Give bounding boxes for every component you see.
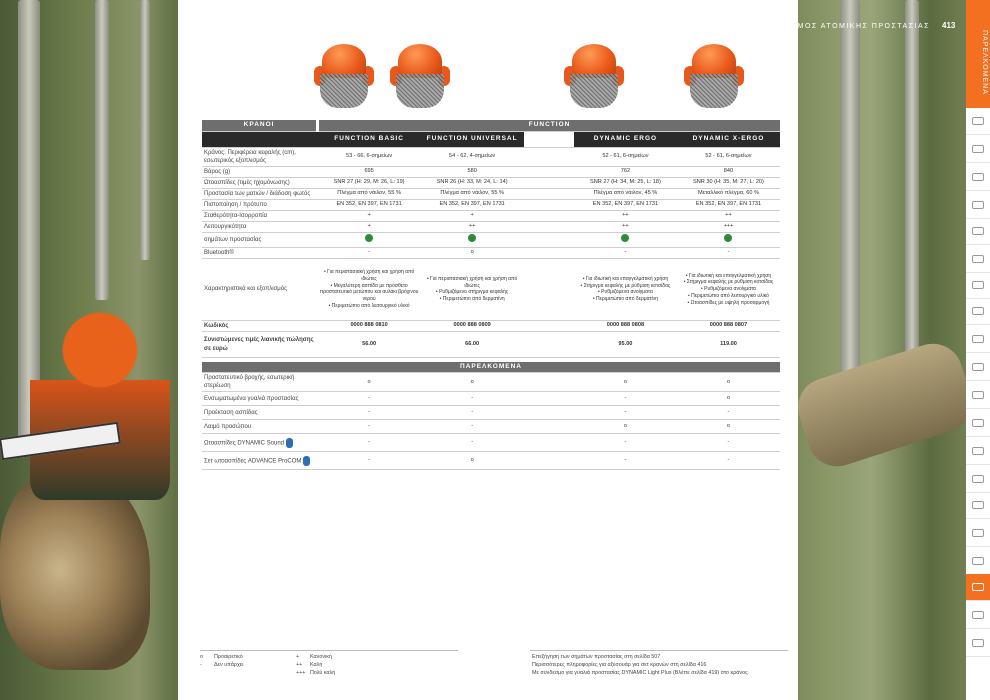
category-sidebar <box>966 0 990 700</box>
table-row: Ωτοασπίδες (τιμές ηχομόνωσης) SNR 27 (H: 29, M: 26, L: 19) SNR 26 (H: 33, M: 24, L: 14) SNR 27 (H: 34, M: 25, L: 18) SNR 30 (H: 35, M: 27, L: 20) <box>202 177 780 188</box>
features-list: • Για ιδιωτική και επαγγελματική χρήση • Στήριγμα κεφαλής με ρύθμιση κοτσίδας • Ρυθμιζόμενα ανοίγματα • Περιμετώπιο από δερματίνη <box>574 258 677 320</box>
cut-off-saw-icon[interactable] <box>966 272 990 299</box>
table-row: Σταθερότητα-Ισορροπία + + ++ ++ <box>202 211 780 222</box>
tools-icon[interactable] <box>966 492 990 519</box>
sidebar-tab-label: ΠΑΡΕΛΚΟΜΕΝΑ <box>981 30 988 95</box>
pressure-washer-icon[interactable] <box>966 326 990 353</box>
eco-leaf-icon <box>724 234 732 242</box>
accessories-label: ΠΑΡΕΛΚΟΜΕΝΑ <box>202 362 780 373</box>
forestry-tools-icon[interactable] <box>966 602 990 629</box>
brushcutter-icon[interactable] <box>966 192 990 219</box>
function-label: FUNCTION <box>318 120 780 131</box>
helmet-dynamic-x-ergo-image <box>682 40 744 112</box>
row-label: Χαρακτηριστικά και εξοπλισμός <box>202 258 318 320</box>
row-label: Κωδικός <box>202 320 318 331</box>
table-row: Κράνος: Περιφέρεια κεφαλής (cm), εσωτερικός εξοπλισμός 53 - 66, 6-σημείων 54 - 62, 4-σημείων 52 - 61, 6-σημείων 52 - 61, 6-σημείων <box>202 147 780 166</box>
price: 95.00 <box>574 332 677 358</box>
hedge-trimmer-icon[interactable] <box>966 164 990 191</box>
tiller-icon[interactable] <box>966 382 990 409</box>
row-label: Ωτοασπίδες DYNAMIC Sound <box>202 434 318 452</box>
workwear-icon[interactable] <box>966 630 990 657</box>
product-code: 0000 888 0810 <box>318 320 421 331</box>
model-name-row <box>202 131 780 147</box>
lawnmower-icon[interactable] <box>966 410 990 437</box>
price: 56.00 <box>318 332 421 358</box>
row-label: Ενσωματωμένα γυαλιά προστασίας <box>202 392 318 406</box>
blower-icon[interactable] <box>966 218 990 245</box>
table-row: Ωτοασπίδες DYNAMIC Sound - - - - <box>202 434 780 452</box>
price: 119.00 <box>677 332 780 358</box>
table-row: Προστατευτικό βροχής, εσωτερική στερέωση o o o o <box>202 373 780 392</box>
table-row <box>202 258 780 320</box>
shredder-icon[interactable] <box>966 466 990 493</box>
table-row: Σετ ωτοασπίδες ADVANCE ProCOM - o - - <box>202 452 780 470</box>
pole-saw-icon[interactable] <box>966 136 990 163</box>
accessories-header <box>202 362 780 373</box>
model-name: FUNCTION BASIC <box>318 131 421 147</box>
model-name: FUNCTION UNIVERSAL <box>421 131 524 147</box>
group-label: ΚΡΑΝΟΙ <box>202 120 318 131</box>
features-list: • Για περιστασιακή χρήση και χρήση από ιδιώτες • Ρυθμιζόμενο στήριγμα κεφαλής • Περιμετώπιο από δερματίνη <box>421 258 524 320</box>
table-row: Προέκταση ασπίδας - - - - <box>202 406 780 420</box>
row-label: Συνιστώμενες τιμές λιανικής πώλησης σε ευρώ <box>202 332 318 358</box>
helmet-function-basic-image <box>312 40 374 112</box>
table-row: Λειτουργικότητα + ++ ++ +++ <box>202 222 780 233</box>
model-name: DYNAMIC ERGO <box>574 131 677 147</box>
product-code: 0000 888 0809 <box>421 320 524 331</box>
row-label: Προέκταση ασπίδας <box>202 406 318 420</box>
table-row <box>202 332 780 358</box>
table-row: Bluetooth® - o - - <box>202 247 780 258</box>
product-code: 0000 888 0808 <box>574 320 677 331</box>
eco-leaf-icon <box>468 234 476 242</box>
table-row: Ενσωματωμένα γυαλιά προστασίας - - - o <box>202 392 780 406</box>
row-label: σημάτων προστασίας <box>202 233 318 248</box>
row-label: Προστατευτικό βροχής, εσωτερική στερέωση <box>202 373 318 392</box>
helmet-images <box>178 40 798 122</box>
table-row: Λαιμό προσώπου - - o o <box>202 420 780 434</box>
table-row: Πιστοποίηση / πρότυπο EN 352, EN 397, EN 1731 EN 352, EN 397, EN 1731 EN 352, EN 397, EN 1731 EN 352, EN 397, EN 1731 <box>202 200 780 211</box>
helmet-function-universal-image <box>388 40 450 112</box>
row-label: Ωτοασπίδες (τιμές ηχομόνωσης) <box>202 177 318 188</box>
row-label: Κράνος: Περιφέρεια κεφαλής (cm), εσωτερικός εξοπλισμός <box>202 147 318 166</box>
phone-icon[interactable] <box>966 520 990 547</box>
features-list: • Για ιδιωτική και επαγγελματική χρήση • Στήριγμα κεφαλής με ρύθμιση κοτσίδας • Ρυθμιζόμενα ανοίγματα • Περιμετώπιο από λειτουργικό υλικό • Ωτοασπίδες με υψηλή προσαρμογή <box>677 258 780 320</box>
row-label: Βάρος (g) <box>202 166 318 177</box>
row-label: Προστασία των ματιών / διάδοση φωτός <box>202 188 318 199</box>
row-label: Λαιμό προσώπου <box>202 420 318 434</box>
page-number: 413 <box>942 21 956 30</box>
vacuum-icon[interactable] <box>966 354 990 381</box>
model-name: DYNAMIC X-ERGO <box>677 131 780 147</box>
table-group-header <box>202 120 780 131</box>
protective-gear-icon[interactable] <box>966 574 990 601</box>
sidebar-tab-accessories[interactable] <box>966 0 990 108</box>
table-row <box>202 233 780 248</box>
product-code: 0000 888 0807 <box>677 320 780 331</box>
row-label: Λειτουργικότητα <box>202 222 318 233</box>
row-label: Σετ ωτοασπίδες ADVANCE ProCOM <box>202 452 318 470</box>
legend-rating: + Κανονική ++ Καλή +++ Πολύ καλή <box>296 654 336 676</box>
battery-icon[interactable] <box>966 548 990 575</box>
price: 66.00 <box>421 332 524 358</box>
table-row: Προστασία των ματιών / διάδοση φωτός Πλέγμα από νάιλον, 55 % Πλέγμα από νάιλον, 55 % Πλέγμα από νάιλον, 45 % Μεταλλικό πλέγμα, 60 % <box>202 188 780 199</box>
section-label: ΕΞΟΠΛΙΣΜΟΣ ΑΤΟΜΙΚΗΣ ΠΡΟΣΤΑΣΙΑΣ <box>756 23 930 30</box>
eco-leaf-icon <box>365 234 373 242</box>
row-label: Bluetooth® <box>202 247 318 258</box>
features-list: • Για περιστασιακή χρήση και χρήση από ιδιώτες • Μεγαλύτερη ασπίδα με πρόσθετο προστατευτικό μετώπου και αυλάκι βρόχινου νερού • Περιμετώπιο από λειτουργικό υλικό <box>318 258 421 320</box>
tree-trunk <box>95 0 109 300</box>
tree-trunk <box>140 0 150 260</box>
eco-leaf-icon <box>621 234 629 242</box>
legend-availability: o Προαιρετικό - Δεν υπάρχει <box>200 654 244 668</box>
table-row <box>202 320 780 331</box>
forestry-worker-image <box>30 300 170 500</box>
log-image <box>0 470 150 670</box>
robot-mower-icon[interactable] <box>966 438 990 465</box>
helmet-spec-table <box>202 120 780 470</box>
row-label: Σταθερότητα-Ισορροπία <box>202 211 318 222</box>
bluetooth-icon <box>303 456 310 466</box>
chainsaw-icon[interactable] <box>966 108 990 135</box>
row-label: Πιστοποίηση / πρότυπο <box>202 200 318 211</box>
tree-trunk <box>840 0 860 380</box>
bluetooth-icon <box>286 438 293 448</box>
sprayer-icon[interactable] <box>966 246 990 273</box>
earth-auger-icon[interactable] <box>966 298 990 325</box>
helmet-dynamic-ergo-image <box>562 40 624 112</box>
footnotes: Επεξήγηση των σημάτων προστασίας στη σελίδα 507 Περισσότερες πληροφορίες για αξεσουάρ για σετ κρανών στη σελίδα 416 Με συνδεσμο για γυαλιά προστασίας DYNAMIC Light Plus (Βλέπε σελίδα 419) στο κράνος <box>532 654 748 676</box>
table-row: Βάρος (g) 695 580 762 840 <box>202 166 780 177</box>
